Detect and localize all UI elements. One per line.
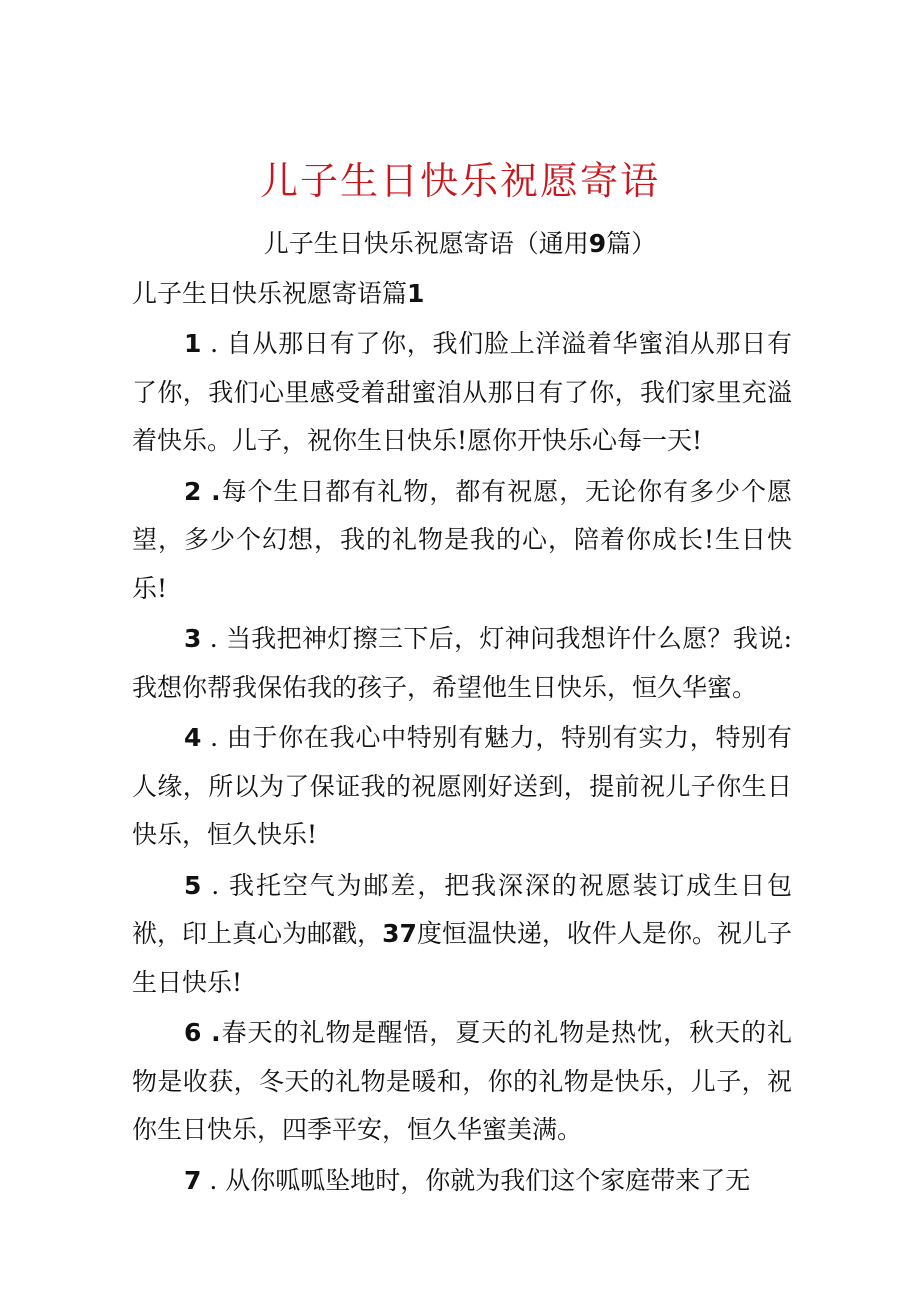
- wish-number: 5: [184, 870, 202, 900]
- wish-separator: .: [201, 624, 226, 653]
- wish-separator: .: [201, 1165, 226, 1195]
- wish-list: [132, 320, 792, 1207]
- wish-text: 每个生日都有礼物，都有祝愿，无论你有多少个愿望，多少个幻想，我的礼物是我的心，陪着你成长!生日快乐!: [132, 476, 792, 603]
- wish-paragraph-6: [132, 1009, 792, 1155]
- wish-text-part-b: 度恒温快递，收件人是你。祝儿子生日快乐!: [132, 919, 792, 997]
- wish-separator: .: [201, 870, 230, 900]
- wish-number: 6: [184, 1018, 202, 1047]
- wish-number: 4: [184, 723, 202, 752]
- wish-text: 春天的礼物是醒悟，夏天的礼物是热忱，秋天的礼物是收获，冬天的礼物是暖和，你的礼物是快乐，儿子，祝你生日快乐，四季平安，恒久华蜜美满。: [132, 1018, 792, 1144]
- wish-paragraph-1: [132, 320, 792, 466]
- wish-separator: .: [201, 1018, 221, 1047]
- wish-paragraph-2: [132, 468, 792, 614]
- wish-separator: .: [201, 476, 221, 506]
- wish-number: 7: [184, 1165, 202, 1195]
- wish-text-part-a: 我托空气为邮差，把我深深的祝愿装订成生日包袱，印上真心为邮戳，: [132, 870, 792, 948]
- wish-paragraph-4: [132, 714, 792, 860]
- wish-separator: .: [201, 723, 227, 752]
- section-heading: [132, 274, 424, 314]
- subtitle-prefix: 儿子生日快乐祝愿寄语（通用: [263, 229, 589, 258]
- subtitle-count: 9: [588, 229, 607, 258]
- wish-text: 由于你在我心中特别有魅力，特别有实力，特别有人缘，所以为了保证我的祝愿刚好送到，提前祝儿子你生日快乐，恒久快乐!: [132, 723, 792, 849]
- document-title: 儿子生日快乐祝愿寄语: [259, 159, 660, 203]
- wish-number: 1: [184, 329, 202, 358]
- wish-paragraph-3: [132, 615, 792, 712]
- wish-text: 从你呱呱坠地时，你就为我们这个家庭带来了无: [225, 1165, 751, 1195]
- subtitle-suffix: 篇）: [606, 229, 657, 258]
- wish-separator: .: [201, 329, 227, 358]
- wish-text: 自从那日有了你，我们脸上洋溢着华蜜洎从那日有了你，我们心里感受着甜蜜洎从那日有了你，我们家里充溢着快乐。儿子，祝你生日快乐!愿你开快乐心每一天!: [132, 329, 792, 455]
- wish-paragraph-5: [132, 862, 792, 1008]
- wish-number: 2: [184, 476, 202, 506]
- section-heading-num: 1: [407, 279, 425, 308]
- wish-number: 3: [184, 624, 202, 653]
- wish-paragraph-7: [132, 1157, 792, 1206]
- wish-text: 当我把神灯擦三下后，灯神问我想许什么愿？我说:我想你帮我保佑我的孩子，希望他生日快乐，恒久华蜜。: [132, 624, 792, 702]
- section-heading-text: 儿子生日快乐祝愿寄语篇: [132, 279, 408, 308]
- wish-temperature: 37: [382, 919, 417, 948]
- document-subtitle: [0, 224, 920, 264]
